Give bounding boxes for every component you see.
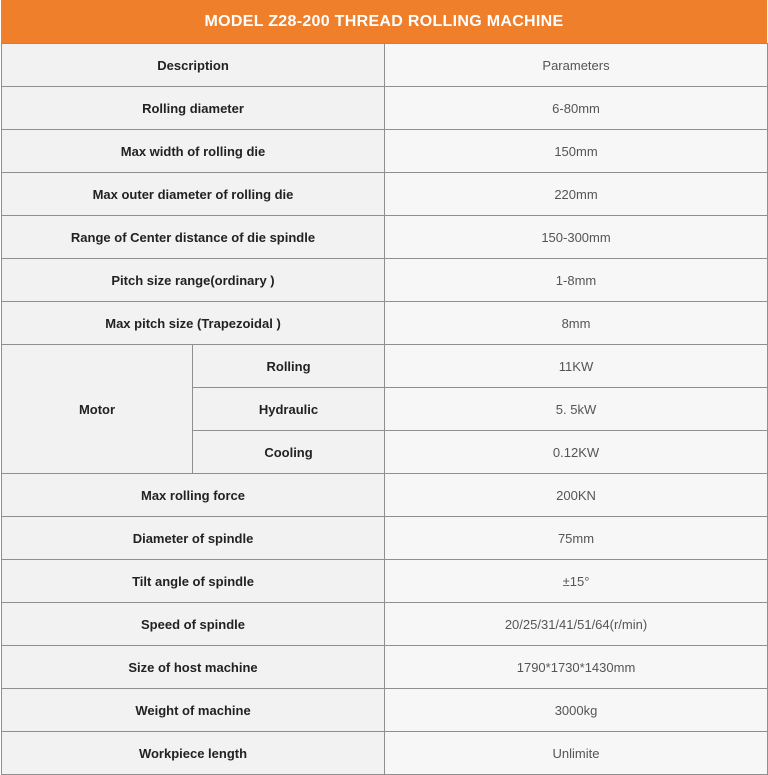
table-row <box>2 732 768 775</box>
row-label: Range of Center distance of die spindle <box>2 216 385 259</box>
row-value: 200KN <box>385 474 768 517</box>
row-value: 75mm <box>385 517 768 560</box>
row-label: Max pitch size (Trapezoidal ) <box>2 302 385 345</box>
row-value: 150mm <box>385 130 768 173</box>
row-label: Rolling diameter <box>2 87 385 130</box>
row-label: Diameter of spindle <box>2 517 385 560</box>
row-value: 8mm <box>385 302 768 345</box>
table-row <box>2 603 768 646</box>
motor-sub-value: 0.12KW <box>385 431 768 474</box>
row-value: 3000kg <box>385 689 768 732</box>
spec-sheet <box>1 0 767 775</box>
parameters-header: Parameters <box>385 44 768 87</box>
row-value: 20/25/31/41/51/64(r/min) <box>385 603 768 646</box>
table-row <box>2 173 768 216</box>
row-label: Speed of spindle <box>2 603 385 646</box>
row-value: 1790*1730*1430mm <box>385 646 768 689</box>
table-row <box>2 87 768 130</box>
row-label: Max rolling force <box>2 474 385 517</box>
row-value: 6-80mm <box>385 87 768 130</box>
table-row <box>2 474 768 517</box>
table-row <box>2 259 768 302</box>
table-row <box>2 302 768 345</box>
motor-sub-label: Cooling <box>193 431 385 474</box>
motor-sub-value: 5. 5kW <box>385 388 768 431</box>
row-label: Size of host machine <box>2 646 385 689</box>
motor-sub-value: 11KW <box>385 345 768 388</box>
description-header: Description <box>2 44 385 87</box>
row-label: Max width of rolling die <box>2 130 385 173</box>
row-value: 1-8mm <box>385 259 768 302</box>
spec-table <box>1 43 768 775</box>
row-label: Tilt angle of spindle <box>2 560 385 603</box>
motor-row <box>2 345 768 388</box>
table-row <box>2 560 768 603</box>
row-label: Workpiece length <box>2 732 385 775</box>
table-row <box>2 216 768 259</box>
motor-label: Motor <box>2 345 193 474</box>
row-label: Max outer diameter of rolling die <box>2 173 385 216</box>
row-value: 220mm <box>385 173 768 216</box>
table-row <box>2 689 768 732</box>
row-label: Pitch size range(ordinary ) <box>2 259 385 302</box>
table-row <box>2 517 768 560</box>
table-title: MODEL Z28-200 THREAD ROLLING MACHINE <box>1 0 767 43</box>
motor-sub-label: Hydraulic <box>193 388 385 431</box>
row-value: 150-300mm <box>385 216 768 259</box>
row-value: ±15° <box>385 560 768 603</box>
table-header-row <box>2 44 768 87</box>
motor-sub-label: Rolling <box>193 345 385 388</box>
row-label: Weight of machine <box>2 689 385 732</box>
row-value: Unlimite <box>385 732 768 775</box>
table-row <box>2 646 768 689</box>
table-row <box>2 130 768 173</box>
